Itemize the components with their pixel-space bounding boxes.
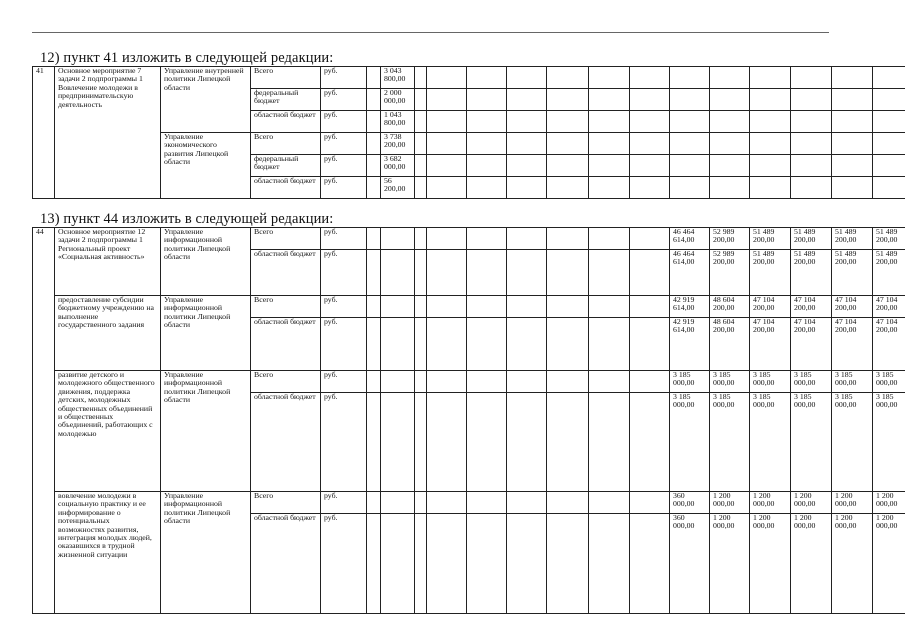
empty-cell xyxy=(367,133,381,155)
amount-cell: 3 185 000,00 xyxy=(873,393,905,492)
unit-cell: руб. xyxy=(321,296,367,318)
executor-cell: Управление информационной политики Липецкой области xyxy=(161,492,251,614)
measure-cell: Основное мероприятие 12 задачи 2 подпрограммы 1 Региональный проект «Социальная активность» xyxy=(55,228,161,296)
empty-cell xyxy=(415,111,427,133)
empty-cell xyxy=(547,155,589,177)
empty-cell xyxy=(367,514,381,614)
empty-cell xyxy=(507,67,547,89)
empty-cell xyxy=(589,177,630,199)
empty-cell xyxy=(427,514,467,614)
empty-cell xyxy=(630,250,670,296)
empty-cell xyxy=(547,111,589,133)
empty-cell xyxy=(832,89,873,111)
amount-cell: 1 200 000,00 xyxy=(710,514,750,614)
empty-cell xyxy=(630,133,670,155)
amount-cell: 1 200 000,00 xyxy=(873,492,905,514)
amount-cell: 1 200 000,00 xyxy=(750,492,791,514)
executor-cell: Управление информационной политики Липецкой области xyxy=(161,371,251,492)
empty-cell xyxy=(547,250,589,296)
amount-cell: 3 185 000,00 xyxy=(832,371,873,393)
row-number-cell: 41 xyxy=(33,67,55,199)
amount-cell: 3 185 000,00 xyxy=(873,371,905,393)
source-cell: федеральный бюджет xyxy=(251,89,321,111)
amount-cell: 1 200 000,00 xyxy=(832,514,873,614)
amount-cell: 3 185 000,00 xyxy=(791,371,832,393)
empty-cell xyxy=(630,393,670,492)
empty-cell xyxy=(547,296,589,318)
amount-cell: 56 200,00 xyxy=(381,177,415,199)
empty-cell xyxy=(381,318,415,371)
empty-cell xyxy=(507,250,547,296)
empty-cell xyxy=(381,393,415,492)
empty-cell xyxy=(367,318,381,371)
empty-cell xyxy=(670,177,710,199)
empty-cell xyxy=(589,133,630,155)
amount-cell: 360 000,00 xyxy=(670,492,710,514)
empty-cell xyxy=(547,371,589,393)
empty-cell xyxy=(750,111,791,133)
empty-cell xyxy=(507,155,547,177)
unit-cell: руб. xyxy=(321,250,367,296)
empty-cell xyxy=(415,177,427,199)
empty-cell xyxy=(547,67,589,89)
empty-cell xyxy=(415,89,427,111)
empty-cell xyxy=(630,514,670,614)
empty-cell xyxy=(507,492,547,514)
amount-cell: 47 104 200,00 xyxy=(750,318,791,371)
empty-cell xyxy=(547,492,589,514)
empty-cell xyxy=(589,250,630,296)
empty-cell xyxy=(367,177,381,199)
empty-cell xyxy=(367,89,381,111)
amount-cell: 48 604 200,00 xyxy=(710,318,750,371)
amount-cell: 46 464 614,00 xyxy=(670,228,710,250)
unit-cell: руб. xyxy=(321,177,367,199)
empty-cell xyxy=(427,371,467,393)
amount-cell: 3 185 000,00 xyxy=(750,393,791,492)
row-number-cell: 44 xyxy=(33,228,55,614)
empty-cell xyxy=(427,393,467,492)
section-12-heading: 12) пункт 41 изложить в следующей редакции: xyxy=(40,50,334,66)
source-cell: областной бюджет xyxy=(251,250,321,296)
empty-cell xyxy=(670,67,710,89)
unit-cell: руб. xyxy=(321,393,367,492)
empty-cell xyxy=(415,514,427,614)
empty-cell xyxy=(670,155,710,177)
empty-cell xyxy=(381,371,415,393)
amount-cell: 47 104 200,00 xyxy=(873,296,905,318)
amount-cell: 51 489 200,00 xyxy=(832,228,873,250)
amount-cell: 1 200 000,00 xyxy=(791,514,832,614)
empty-cell xyxy=(630,89,670,111)
executor-cell: Управление информационной политики Липецкой области xyxy=(161,228,251,296)
empty-cell xyxy=(415,228,427,250)
amount-cell: 3 185 000,00 xyxy=(670,393,710,492)
amount-cell: 51 489 200,00 xyxy=(791,228,832,250)
empty-cell xyxy=(467,296,507,318)
empty-cell xyxy=(467,318,507,371)
source-cell: Всего xyxy=(251,296,321,318)
empty-cell xyxy=(467,155,507,177)
empty-cell xyxy=(750,89,791,111)
source-cell: областной бюджет xyxy=(251,177,321,199)
empty-cell xyxy=(381,492,415,514)
table-row xyxy=(33,133,905,155)
empty-cell xyxy=(589,393,630,492)
empty-cell xyxy=(873,67,905,89)
empty-cell xyxy=(427,177,467,199)
amount-cell: 46 464 614,00 xyxy=(670,250,710,296)
empty-cell xyxy=(547,514,589,614)
empty-cell xyxy=(832,67,873,89)
amount-cell: 1 200 000,00 xyxy=(873,514,905,614)
empty-cell xyxy=(427,111,467,133)
source-cell: областной бюджет xyxy=(251,514,321,614)
amount-cell: 51 489 200,00 xyxy=(832,250,873,296)
empty-cell xyxy=(427,296,467,318)
empty-cell xyxy=(791,89,832,111)
amount-cell: 48 604 200,00 xyxy=(710,296,750,318)
empty-cell xyxy=(873,133,905,155)
source-cell: Всего xyxy=(251,228,321,250)
source-cell: областной бюджет xyxy=(251,111,321,133)
empty-cell xyxy=(589,318,630,371)
amount-cell: 47 104 200,00 xyxy=(832,318,873,371)
empty-cell xyxy=(367,296,381,318)
empty-cell xyxy=(589,514,630,614)
amount-cell: 51 489 200,00 xyxy=(750,250,791,296)
empty-cell xyxy=(589,296,630,318)
empty-cell xyxy=(367,492,381,514)
empty-cell xyxy=(507,89,547,111)
empty-cell xyxy=(381,296,415,318)
empty-cell xyxy=(630,318,670,371)
empty-cell xyxy=(873,155,905,177)
unit-cell: руб. xyxy=(321,228,367,250)
amount-cell: 2 000 000,00 xyxy=(381,89,415,111)
amount-cell: 1 200 000,00 xyxy=(832,492,873,514)
empty-cell xyxy=(710,111,750,133)
amount-cell: 3 185 000,00 xyxy=(750,371,791,393)
empty-cell xyxy=(589,228,630,250)
empty-cell xyxy=(547,177,589,199)
empty-cell xyxy=(873,89,905,111)
empty-cell xyxy=(589,67,630,89)
amount-cell: 3 185 000,00 xyxy=(670,371,710,393)
table-row xyxy=(33,371,905,393)
amount-cell: 47 104 200,00 xyxy=(832,296,873,318)
empty-cell xyxy=(547,89,589,111)
empty-cell xyxy=(710,89,750,111)
amount-cell: 3 682 000,00 xyxy=(381,155,415,177)
empty-cell xyxy=(750,177,791,199)
empty-cell xyxy=(630,492,670,514)
amount-cell: 3 185 000,00 xyxy=(710,393,750,492)
empty-cell xyxy=(381,514,415,614)
executor-cell: Управление внутренней политики Липецкой области xyxy=(161,67,251,133)
unit-cell: руб. xyxy=(321,514,367,614)
empty-cell xyxy=(630,111,670,133)
amount-cell: 47 104 200,00 xyxy=(750,296,791,318)
empty-cell xyxy=(791,67,832,89)
measure-cell: вовлечение молодежи в социальную практику и ее информирование о потенциальных возможностях развития, интеграция молодых людей, оказавшихся в трудной жизненной ситуации xyxy=(55,492,161,614)
amount-cell: 1 200 000,00 xyxy=(750,514,791,614)
empty-cell xyxy=(415,492,427,514)
amount-cell: 1 043 800,00 xyxy=(381,111,415,133)
source-cell: Всего xyxy=(251,133,321,155)
empty-cell xyxy=(630,371,670,393)
unit-cell: руб. xyxy=(321,371,367,393)
empty-cell xyxy=(670,111,710,133)
empty-cell xyxy=(589,155,630,177)
executor-cell: Управление информационной политики Липецкой области xyxy=(161,296,251,371)
amount-cell: 3 738 200,00 xyxy=(381,133,415,155)
empty-cell xyxy=(467,514,507,614)
table-row xyxy=(33,296,905,318)
empty-cell xyxy=(507,393,547,492)
empty-cell xyxy=(507,177,547,199)
empty-cell xyxy=(367,67,381,89)
table-item-41 xyxy=(32,66,905,199)
empty-cell xyxy=(507,133,547,155)
measure-cell: развитие детского и молодежного общественного движения, поддержка детских, молодежных общественных объединений и общественных объединений, работающих с молодежью xyxy=(55,371,161,492)
amount-cell: 360 000,00 xyxy=(670,514,710,614)
measure-cell: предоставление субсидии бюджетному учреждению на выполнение государственного задания xyxy=(55,296,161,371)
empty-cell xyxy=(427,67,467,89)
empty-cell xyxy=(427,250,467,296)
amount-cell: 3 043 800,00 xyxy=(381,67,415,89)
empty-cell xyxy=(791,111,832,133)
empty-cell xyxy=(415,318,427,371)
empty-cell xyxy=(467,89,507,111)
unit-cell: руб. xyxy=(321,67,367,89)
empty-cell xyxy=(415,67,427,89)
empty-cell xyxy=(710,155,750,177)
empty-cell xyxy=(427,155,467,177)
amount-cell: 42 919 614,00 xyxy=(670,318,710,371)
amount-cell: 42 919 614,00 xyxy=(670,296,710,318)
measure-cell: Основное мероприятие 7 задачи 2 подпрограммы 1 Вовлечение молодежи в предпринимательскую деятельность xyxy=(55,67,161,199)
empty-cell xyxy=(367,228,381,250)
empty-cell xyxy=(467,492,507,514)
source-cell: Всего xyxy=(251,492,321,514)
amount-cell: 47 104 200,00 xyxy=(791,296,832,318)
empty-cell xyxy=(873,177,905,199)
unit-cell: руб. xyxy=(321,318,367,371)
empty-cell xyxy=(467,67,507,89)
empty-cell xyxy=(367,111,381,133)
empty-cell xyxy=(710,133,750,155)
empty-cell xyxy=(750,155,791,177)
empty-cell xyxy=(467,111,507,133)
empty-cell xyxy=(589,371,630,393)
empty-cell xyxy=(427,228,467,250)
empty-cell xyxy=(507,228,547,250)
empty-cell xyxy=(750,67,791,89)
amount-cell: 51 489 200,00 xyxy=(873,228,905,250)
unit-cell: руб. xyxy=(321,111,367,133)
source-cell: федеральный бюджет xyxy=(251,155,321,177)
amount-cell: 52 989 200,00 xyxy=(710,228,750,250)
empty-cell xyxy=(427,133,467,155)
empty-cell xyxy=(832,111,873,133)
empty-cell xyxy=(630,296,670,318)
empty-cell xyxy=(427,318,467,371)
amount-cell: 51 489 200,00 xyxy=(750,228,791,250)
empty-cell xyxy=(547,318,589,371)
amount-cell: 51 489 200,00 xyxy=(791,250,832,296)
empty-cell xyxy=(367,155,381,177)
empty-cell xyxy=(710,177,750,199)
empty-cell xyxy=(367,250,381,296)
empty-cell xyxy=(381,250,415,296)
empty-cell xyxy=(507,111,547,133)
page-top-rule xyxy=(32,32,829,33)
empty-cell xyxy=(547,133,589,155)
empty-cell xyxy=(630,67,670,89)
empty-cell xyxy=(547,228,589,250)
empty-cell xyxy=(367,393,381,492)
empty-cell xyxy=(547,393,589,492)
empty-cell xyxy=(467,177,507,199)
source-cell: областной бюджет xyxy=(251,318,321,371)
table-row xyxy=(33,228,905,250)
empty-cell xyxy=(873,111,905,133)
table-row xyxy=(33,67,905,89)
empty-cell xyxy=(832,155,873,177)
amount-cell: 47 104 200,00 xyxy=(873,318,905,371)
empty-cell xyxy=(750,133,791,155)
source-cell: Всего xyxy=(251,371,321,393)
empty-cell xyxy=(791,133,832,155)
empty-cell xyxy=(589,492,630,514)
empty-cell xyxy=(589,89,630,111)
empty-cell xyxy=(467,228,507,250)
empty-cell xyxy=(630,177,670,199)
source-cell: Всего xyxy=(251,67,321,89)
unit-cell: руб. xyxy=(321,155,367,177)
amount-cell: 1 200 000,00 xyxy=(791,492,832,514)
empty-cell xyxy=(507,371,547,393)
empty-cell xyxy=(427,492,467,514)
amount-cell: 3 185 000,00 xyxy=(791,393,832,492)
amount-cell: 3 185 000,00 xyxy=(832,393,873,492)
section-13-heading: 13) пункт 44 изложить в следующей редакции: xyxy=(40,211,334,227)
empty-cell xyxy=(710,67,750,89)
amount-cell: 3 185 000,00 xyxy=(710,371,750,393)
empty-cell xyxy=(415,296,427,318)
amount-cell: 47 104 200,00 xyxy=(791,318,832,371)
empty-cell xyxy=(670,89,710,111)
empty-cell xyxy=(507,318,547,371)
unit-cell: руб. xyxy=(321,492,367,514)
empty-cell xyxy=(832,133,873,155)
empty-cell xyxy=(467,393,507,492)
empty-cell xyxy=(832,177,873,199)
empty-cell xyxy=(630,228,670,250)
unit-cell: руб. xyxy=(321,89,367,111)
empty-cell xyxy=(791,155,832,177)
empty-cell xyxy=(381,228,415,250)
empty-cell xyxy=(467,371,507,393)
empty-cell xyxy=(630,155,670,177)
amount-cell: 52 989 200,00 xyxy=(710,250,750,296)
amount-cell: 1 200 000,00 xyxy=(710,492,750,514)
empty-cell xyxy=(791,177,832,199)
executor-cell: Управление экономического развития Липецкой области xyxy=(161,133,251,199)
unit-cell: руб. xyxy=(321,133,367,155)
empty-cell xyxy=(367,371,381,393)
empty-cell xyxy=(670,133,710,155)
source-cell: областной бюджет xyxy=(251,393,321,492)
empty-cell xyxy=(415,250,427,296)
table-row xyxy=(33,492,905,514)
empty-cell xyxy=(415,155,427,177)
empty-cell xyxy=(507,296,547,318)
empty-cell xyxy=(467,133,507,155)
empty-cell xyxy=(415,371,427,393)
amount-cell: 51 489 200,00 xyxy=(873,250,905,296)
empty-cell xyxy=(589,111,630,133)
empty-cell xyxy=(415,133,427,155)
table-item-44 xyxy=(32,227,905,614)
empty-cell xyxy=(415,393,427,492)
empty-cell xyxy=(507,514,547,614)
empty-cell xyxy=(427,89,467,111)
empty-cell xyxy=(467,250,507,296)
